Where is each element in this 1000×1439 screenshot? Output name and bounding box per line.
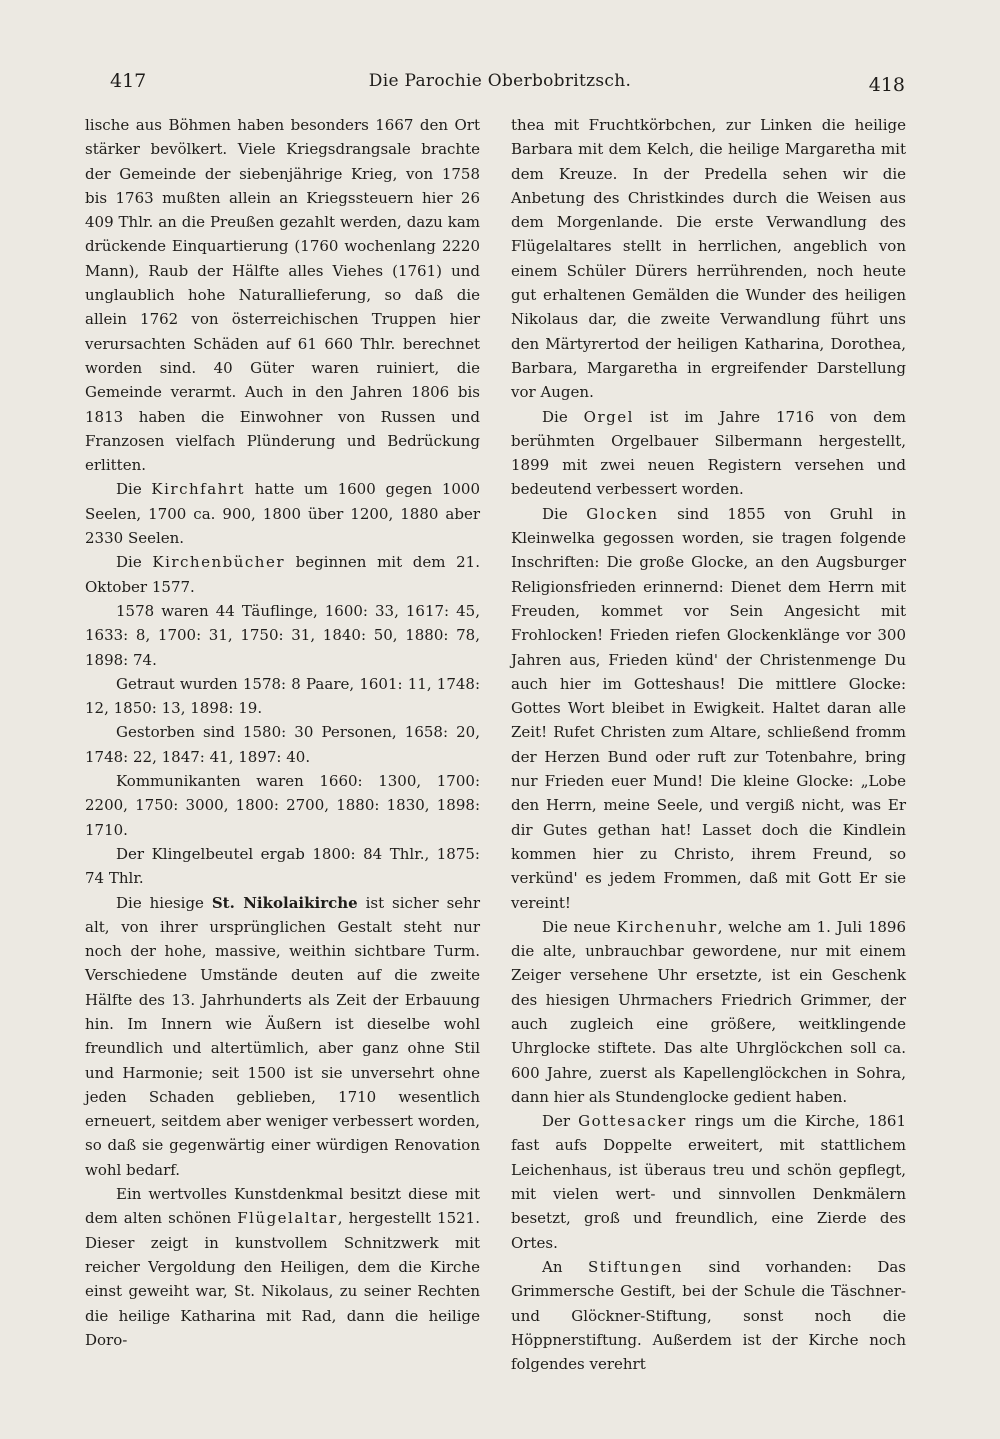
text-run: hatte um 1600 gegen 1000 Seelen, 1700 ca. 900, 1800 über 1200, 1880 aber 2330 Seelen.: [85, 480, 480, 548]
text-run: beginnen mit dem 21. Oktober 1577.: [85, 553, 480, 596]
right-column: [511, 113, 906, 1376]
paragraph: [511, 1255, 906, 1376]
text-run: Kirchenuhr: [616, 917, 718, 936]
text-run: ist im Jahre 1716 von dem berühmten Orgelbauer Silbermann hergestellt, 1899 mit zwei neuen Registern versehen und bedeutend verbessert worden.: [511, 407, 906, 499]
text-run: Gottesacker: [578, 1112, 687, 1131]
left-column: [85, 113, 480, 1352]
text-run: Die neue: [542, 917, 617, 936]
text-run: Die: [542, 407, 584, 426]
paragraph: [85, 842, 480, 891]
paragraph: [85, 891, 480, 1183]
paragraph: [511, 502, 906, 915]
paragraph: [85, 1182, 480, 1352]
page-number-left: 417: [110, 70, 147, 92]
page-number-right: 418: [868, 74, 905, 96]
paragraph: [511, 113, 906, 405]
page-header: [0, 70, 1000, 106]
text-run: Stiftungen: [587, 1257, 684, 1276]
text-run: Kirchenbücher: [152, 553, 286, 572]
text-run: , hergestellt 1521. Dieser zeigt in kunstvollem Schnitzwerk mit reicher Vergoldung den Heiligen, dem die Kirche einst geweiht war, St. Nikolaus, zu seiner Rechten die heilige Katharina mit Rad, dann die heilige Doro-: [85, 1209, 480, 1349]
text-run: Die: [116, 553, 153, 572]
text-run: rings um die Kirche, 1861 fast aufs Doppelte erweitert, mit stattlichem Leichenhaus, ist überaus treu und schön gepflegt, mit vielen wert- und sinnvollen Denkmälern besetzt, groß und freundlich, eine Zierde des Ortes.: [511, 1112, 907, 1252]
paragraph: [85, 599, 480, 672]
text-run: Die hiesige: [116, 893, 212, 912]
text-run: Flügelaltar: [237, 1209, 338, 1228]
paragraph: [85, 550, 480, 599]
text-run: Gestorben sind 1580: 30 Personen, 1658: 20, 1748: 22, 1847: 41, 1897: 40.: [85, 723, 480, 766]
text-run: Getraut wurden 1578: 8 Paare, 1601: 11, 1748: 12, 1850: 13, 1898: 19.: [85, 674, 480, 718]
paragraph: [511, 915, 906, 1109]
text-run: Der: [542, 1112, 579, 1131]
text-run: , welche am 1. Juli 1896 die alte, unbrauchbar gewordene, nur mit einem Zeiger versehene Uhr ersetzte, ist ein Geschenk des hiesigen Uhrmachers Friedrich Grimmer, der auch zugleich eine größere, weitklingende Uhrglocke stiftete. Das alte Uhrglöckchen soll ca. 600 Jahre, zuerst als Kapellenglöckchen in Sohra, dann hier als Stundenglocke gedient haben.: [511, 917, 906, 1106]
text-run: thea mit Fruchtkörbchen, zur Linken die heilige Barbara mit dem Kelch, die heilige Margaretha mit dem Kreuze. In der Predella sehen wir die Anbetung des Christkindes durch die Weisen aus dem Morgenlande. Die erste Verwandlung des Flügelaltares stellt in herrlichen, angeblich von einem Schüler Dürers herrührenden, noch heute gut erhaltenen Gemälden die Wunder des heiligen Nikolaus dar, die zweite Verwandlung führt uns den Märtyrertod der heiligen Katharina, Dorothea, Barbara, Margaretha in ergreifender Darstellung vor Augen.: [511, 116, 906, 402]
paragraph: [85, 113, 480, 477]
text-run: Kirchfahrt: [151, 480, 246, 499]
text-run: Orgel: [583, 407, 634, 426]
text-run: lische aus Böhmen haben besonders 1667 den Ort stärker bevölkert. Viele Kriegsdrangsale brachte der Gemeinde der siebenjährige Krieg, von 1758 bis 1763 mußten allein an Kriegssteuern hier 26 409 Thlr. an die Preußen gezahlt werden, dazu kam drückende Einquartierung (1760 wochenlang 2220 Mann), Raub der Hälfte alles Viehes (1761) und unglaublich hohe Naturallieferung, so daß die allein 1762 von österreichischen Truppen hier verursachten Schäden auf 61 660 Thlr. berechnet worden sind. 40 Güter waren ruiniert, die Gemeinde verarmt. Auch in den Jahren 1806 bis 1813 haben die Einwohner von Russen und Franzosen vielfach Plünderung und Bedrückung erlitten.: [85, 116, 480, 475]
text-run: Ein wertvolles Kunstdenkmal besitzt diese mit dem alten schönen: [85, 1185, 480, 1228]
text-run: An: [542, 1257, 588, 1276]
paragraph: [511, 405, 906, 502]
text-run: sind 1855 von Gruhl in Kleinwelka gegossen worden, sie tragen folgende Inschriften: Die große Glocke, an den Augsburger Religionsfrieden erinnernd: Dienet dem Herrn mit Freuden, kommet vor Sein Angesicht mit Frohlocken! Frieden riefen Glockenklänge vor 300 Jahren aus, Frieden künd' der Christenmenge Du auch hier im Gotteshaus! Die mittlere Glocke: Gottes Wort bleibet in Ewigkeit. Haltet daran alle Zeit! Rufet Christen zum Altare, schließend fromm der Herzen Bund oder ruft zur Totenbahre, bring nur Frieden euer Mund! Die kleine Glocke: „Lobe den Herrn, meine Seele, und vergiß nicht, was Er dir Gutes gethan hat! Lasset doch die Kindlein kommen hier zu Christo, ihrem Freund, so verkünd' es jedem Frommen, daß mit Gott Er sie vereint!: [511, 504, 907, 912]
text-run: Kommunikanten waren 1660: 1300, 1700: 2200, 1750: 3000, 1800: 2700, 1880: 1830, 1898: 1710.: [85, 772, 480, 839]
paragraph: [85, 720, 480, 769]
text-run: Der Klingelbeutel ergab 1800: 84 Thlr., 1875: 74 Thlr.: [85, 844, 480, 888]
text-run: ist sicher sehr alt, von ihrer ursprünglichen Gestalt steht nur noch der hohe, massive, weithin sichtbare Turm. Verschiedene Umstände deuten auf die zweite Hälfte des 13. Jahrhunderts als Zeit der Erbauung hin. Im Innern wie Äußern ist dieselbe wohl freundlich und altertümlich, aber ganz ohne Stil und Harmonie; seit 1500 ist sie unversehrt ohne jeden Schaden geblieben, 1710 wesentlich erneuert, seitdem aber weniger verbessert worden, so daß sie gegenwärtig einer würdigen Renovation wohl bedarf.: [85, 893, 480, 1179]
paragraph: [85, 672, 480, 721]
text-run: 1578 waren 44 Täuflinge, 1600: 33, 1617: 45, 1633: 8, 1700: 31, 1750: 31, 1840: 50, 1880: 78, 1898: 74.: [85, 601, 480, 669]
text-run: St. Nikolaikirche: [211, 893, 358, 912]
paragraph: [511, 1109, 906, 1255]
text-run: Die: [542, 504, 587, 523]
paragraph: [85, 477, 480, 550]
text-run: Glocken: [586, 504, 659, 523]
running-title: Die Parochie Oberbobritzsch.: [368, 71, 632, 91]
text-run: Die: [116, 480, 152, 499]
paragraph: [85, 769, 480, 842]
text-run: sind vorhanden: Das Grimmersche Gestift, bei der Schule die Täschner- und Glöckner-Stiftung, sonst noch die Höppnerstiftung. Außerdem ist der Kirche noch folgendes verehrt: [511, 1257, 906, 1374]
